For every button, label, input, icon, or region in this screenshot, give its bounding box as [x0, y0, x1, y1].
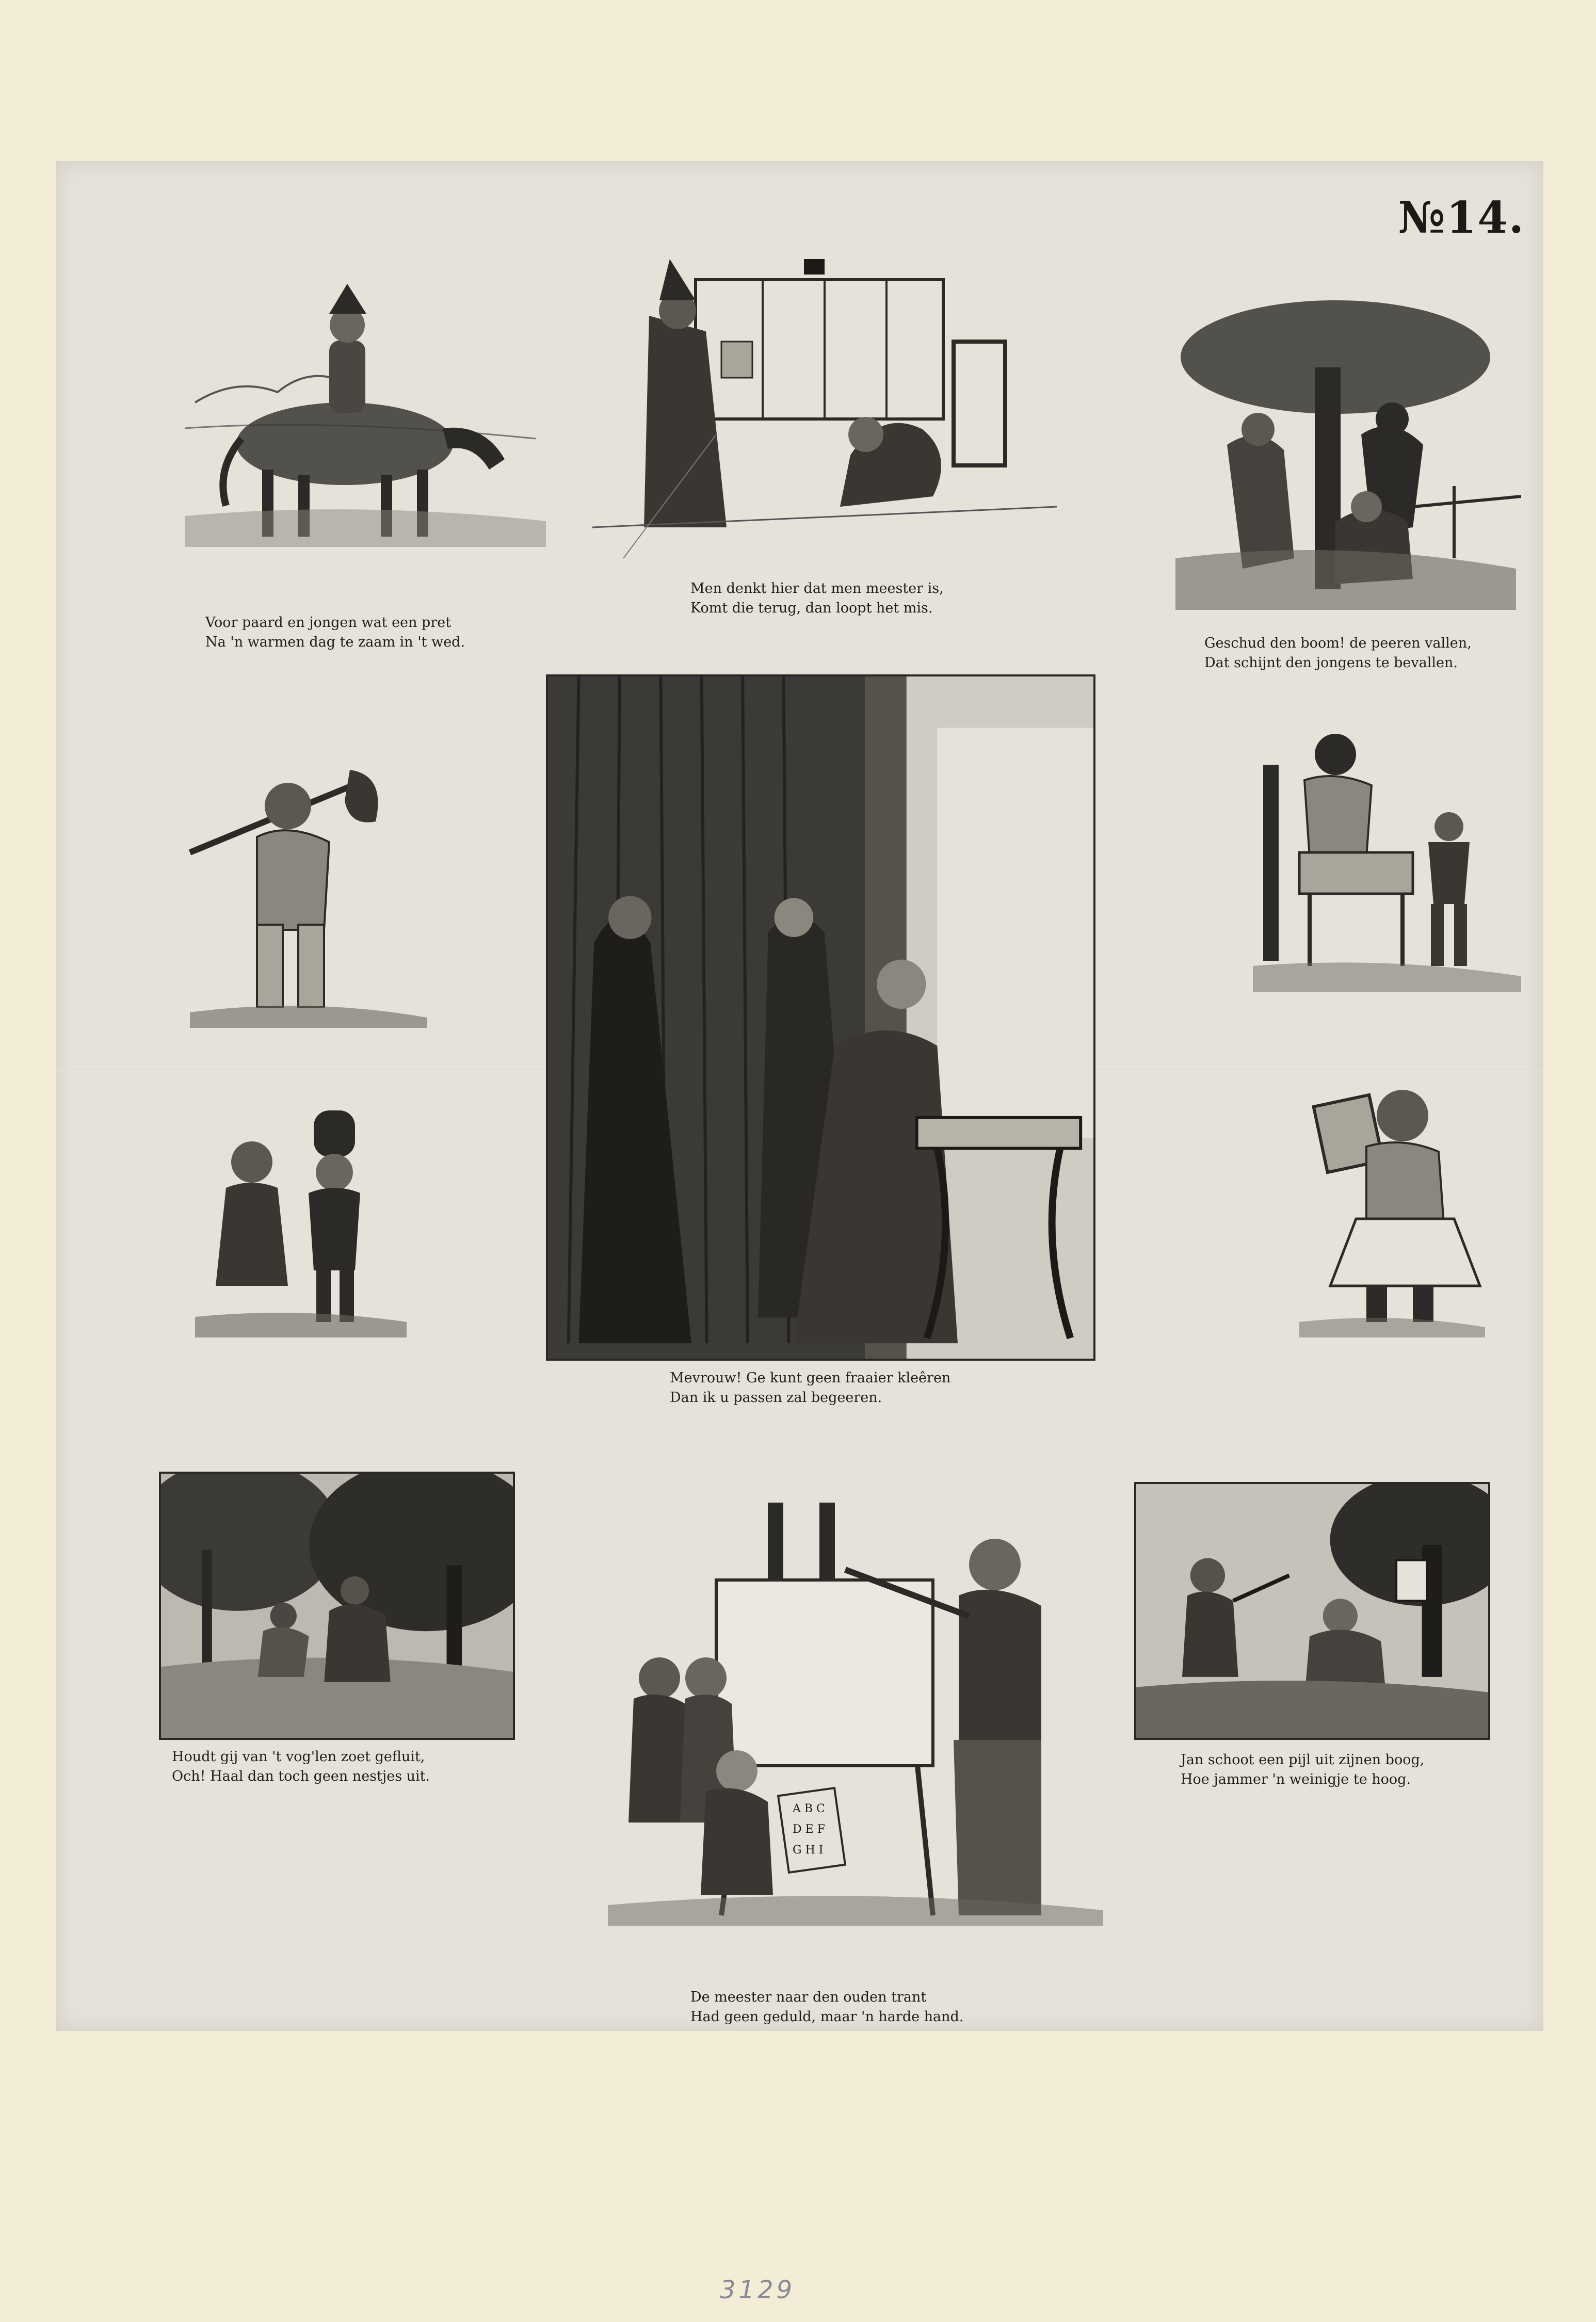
illustration-seamstress: [546, 674, 1095, 1361]
illustration-classroom: [592, 238, 1057, 558]
classroom-icon: [592, 238, 1057, 558]
caption-line: Dat schijnt den jongens te bevallen.: [1204, 655, 1458, 671]
illustration-knife-grinder: [1253, 734, 1521, 992]
boy-on-horse-icon: [174, 273, 556, 547]
illustration-boy-on-horse: [174, 273, 556, 547]
illustration-children-soldier: [190, 1100, 412, 1337]
knife-grinder-icon: [1253, 734, 1521, 992]
caption-line: Och! Haal dan toch geen nestjes uit.: [172, 1768, 430, 1784]
children-in-woods-icon: [161, 1474, 513, 1738]
print-sheet: [56, 161, 1543, 2031]
children-playing-soldier-icon: [190, 1100, 412, 1337]
caption-schoolmaster: [690, 1988, 963, 2027]
illustration-girl-with-book: [1289, 1069, 1495, 1337]
schoolmaster-easel-icon: [598, 1503, 1114, 1967]
caption-line: Houdt gij van 't vog'len zoet gefluit,: [172, 1749, 425, 1765]
caption-archer: [1181, 1750, 1424, 1789]
caption-line: De meester naar den ouden trant: [690, 1989, 927, 2005]
seamstress-scene-icon: [548, 676, 1093, 1359]
caption-seamstress: [670, 1368, 950, 1408]
caption-line: Dan ik u passen zal begeeren.: [670, 1390, 882, 1406]
caption-line: Mevrouw! Ge kunt geen fraaier kleêren: [670, 1370, 951, 1386]
alphabet-card-row: D E F: [793, 1823, 825, 1836]
caption-horse: [205, 613, 465, 652]
illustration-boy-with-bow: [1134, 1482, 1490, 1740]
alphabet-card-row: A B C: [793, 1802, 825, 1815]
caption-line: Voor paard en jongen wat een pret: [205, 615, 452, 631]
illustration-pear-tree: [1165, 290, 1521, 610]
sheet-number: №14.: [1398, 192, 1525, 243]
caption-line: Hoe jammer 'n weinigje te hoog.: [1181, 1771, 1411, 1787]
illustration-boy-with-bundle: [180, 760, 438, 1028]
caption-line: Na 'n warmen dag te zaam in 't wed.: [205, 634, 465, 650]
caption-line: Jan schoot een pijl uit zijnen boog,: [1181, 1752, 1425, 1768]
caption-pear-tree: [1204, 634, 1472, 673]
caption-bird-nest: [172, 1747, 430, 1786]
alphabet-card-row: G H I: [793, 1844, 824, 1857]
caption-line: Had geen geduld, maar 'n harde hand.: [690, 2009, 964, 2025]
illustration-children-in-woods: [159, 1472, 515, 1740]
caption-line: Komt die terug, dan loopt het mis.: [690, 600, 933, 616]
boy-with-bundle-icon: [180, 760, 438, 1028]
caption-classroom: [690, 579, 944, 618]
pear-tree-icon: [1165, 290, 1521, 610]
alphabet-card: [778, 1788, 845, 1873]
illustration-schoolmaster: [598, 1503, 1114, 1967]
girl-with-book-icon: [1289, 1069, 1495, 1337]
caption-line: Geschud den boom! de peeren vallen,: [1204, 635, 1472, 651]
caption-line: Men denkt hier dat men meester is,: [690, 580, 944, 596]
boy-with-bow-icon: [1136, 1484, 1488, 1738]
inventory-number: 3129: [720, 2276, 796, 2304]
